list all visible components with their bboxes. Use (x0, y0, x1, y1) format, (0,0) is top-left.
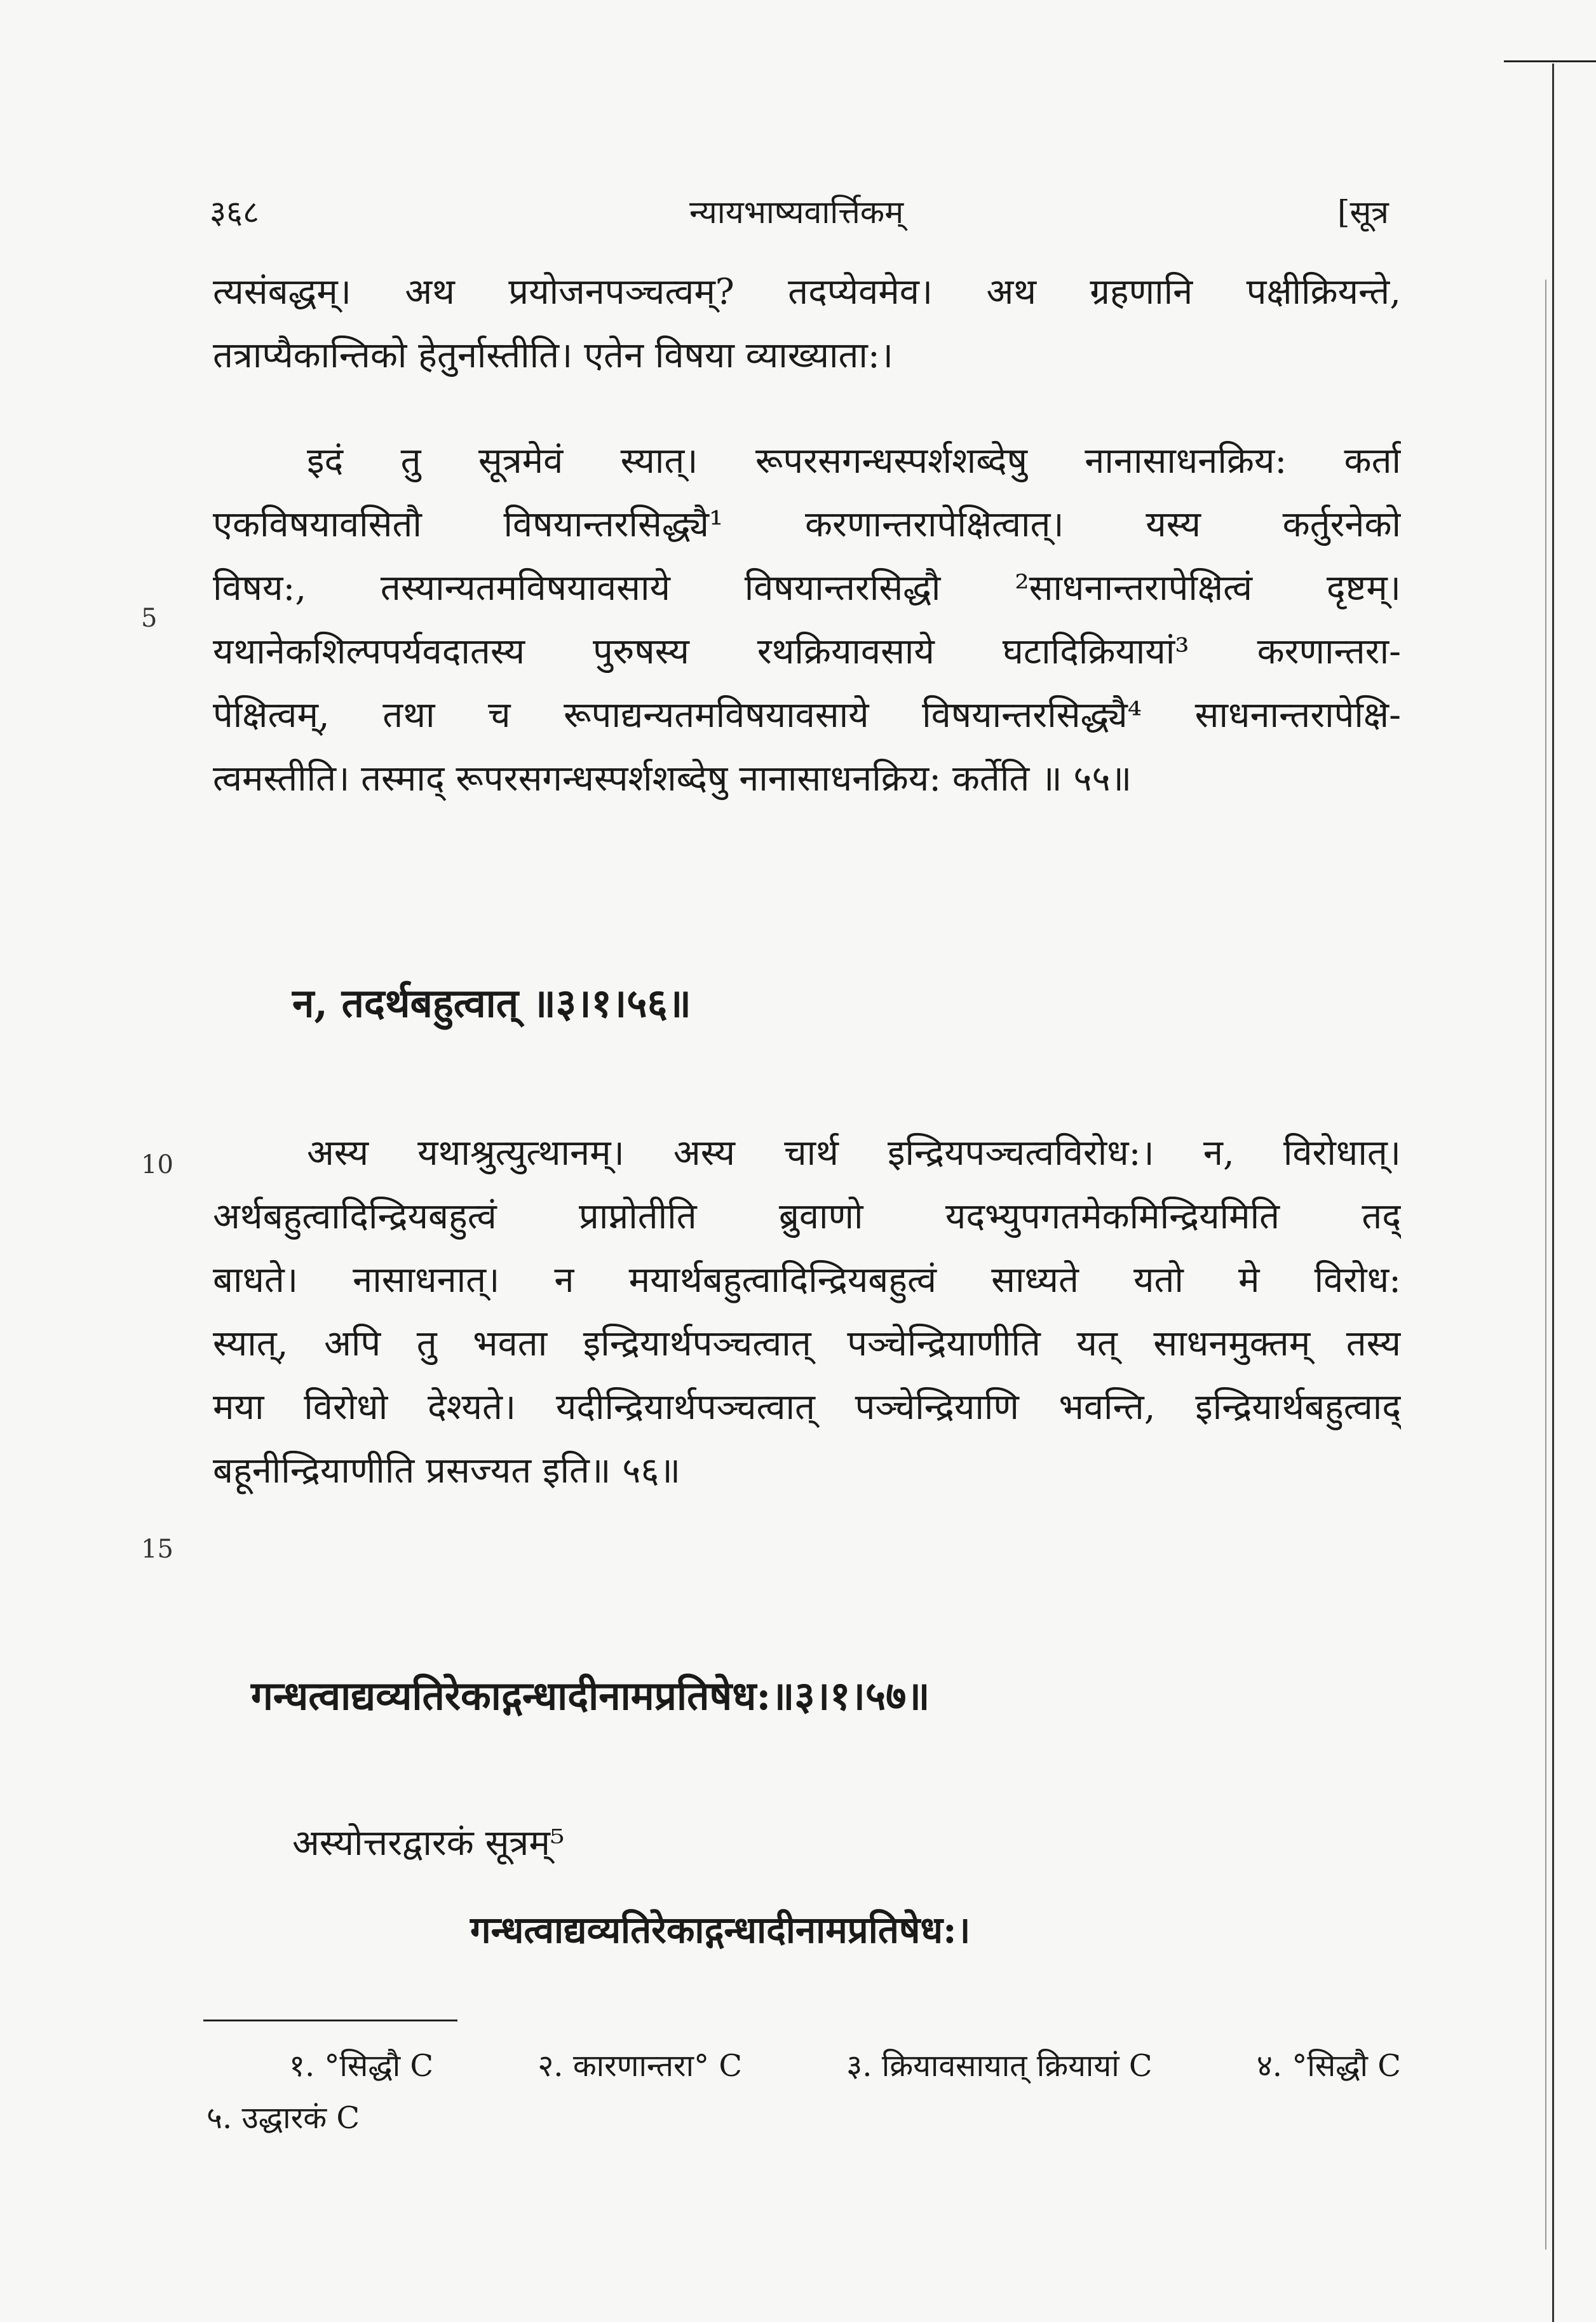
text-line: त्यसंबद्धम्। अथ प्रयोजनपञ्चत्वम्? तदप्येवमेव। अथ ग्रहणानि पक्षीक्रियन्ते, (213, 271, 1401, 313)
line-number: 10 (141, 1150, 173, 1179)
sutra-heading-56: न, तदर्थबहुत्वात् ॥३।१।५६॥ (292, 980, 691, 1026)
text-line: अर्थबहुत्वादिन्द्रियबहुत्वं प्राप्नोतीति ब्रुवाणो यदभ्युपगतमेकमिन्द्रियमिति तद् (213, 1196, 1401, 1237)
text-line: तत्राप्यैकान्तिको हेतुर्नास्तीति। एतेन विषया व्याख्याता:। (213, 335, 894, 376)
paragraph-2 (213, 430, 1401, 811)
sutra-heading-57: गन्धत्वाद्यव्यतिरेकाद्गन्धादीनामप्रतिषेध:॥३।१।५७॥ (251, 1673, 930, 1719)
footnote-1: १. °सिद्धौ C (289, 2048, 434, 2084)
running-title: न्यायभाष्यवार्त्तिकम् (689, 194, 904, 231)
footnote-5: ५. उद्धारकं C (206, 2100, 360, 2136)
binding-edge-line (1552, 64, 1554, 2322)
footnotes (206, 2040, 1401, 2144)
line-number: 5 (141, 604, 158, 633)
binding-edge-rule (1504, 60, 1596, 62)
text-line: इदं तु सूत्रमेवं स्यात्। रूपरसगन्धस्पर्शशब्देषु नानासाधनक्रिय: कर्ता (307, 440, 1401, 482)
text-line: अस्य यथाश्रुत्युत्थानम्। अस्य चार्थ इन्द्रियपञ्चत्वविरोध:। न, विरोधात्। (307, 1132, 1401, 1174)
text-line: बाधते। नासाधनात्। न मयार्थबहुत्वादिन्द्रियबहुत्वं साध्यते यतो मे विरोध: (213, 1259, 1401, 1301)
text-line: मया विरोधो देश्यते। यदीन्द्रियार्थपञ्चत्वात् पञ्चेन्द्रियाणि भवन्ति, इन्द्रियार्थबहुत्वाद् (213, 1387, 1401, 1428)
binding-edge-shadow (1545, 280, 1546, 2250)
paragraph-1 (213, 261, 1401, 388)
paragraph-3 (213, 1122, 1401, 1503)
footnote-3: ३. क्रियावसायात् क्रियायां C (846, 2048, 1153, 2084)
line-number: 15 (141, 1535, 173, 1564)
text-line: पेक्षित्वम्, तथा च रूपाद्यन्यतमविषयावसाये विषयान्तरसिद्ध्यै⁴ साधनान्तरापेक्षि- (213, 695, 1401, 736)
page-number: ३६८ (210, 194, 259, 231)
quoted-sutra: गन्धत्वाद्यव्यतिरेकाद्गन्धादीनामप्रतिषेध:। (470, 1908, 971, 1952)
text-line: त्वमस्तीति। तस्माद् रूपरसगन्धस्पर्शशब्देषु नानासाधनक्रिय: कर्तेति ॥ ५५॥ (213, 758, 1132, 799)
commentary-intro: अस्योत्तरद्वारकं सूत्रम्⁵ (292, 1823, 565, 1864)
footnote-row (206, 2092, 1401, 2144)
text-line: यथानेकशिल्पपर्यवदातस्य पुरुषस्य रथक्रियावसाये घटादिक्रियायां³ करणान्तरा- (213, 631, 1401, 672)
text-line: विषय:, तस्यान्यतमविषयावसाये विषयान्तरसिद्धौ ²साधनान्तरापेक्षित्वं दृष्टम्। (213, 567, 1401, 609)
text-line: एकविषयावसितौ विषयान्तरसिद्ध्यै¹ करणान्तरापेक्षित्वात्। यस्य कर्तुरनेको (213, 504, 1401, 545)
text-line: स्यात्, अपि तु भवता इन्द्रियार्थपञ्चत्वात् पञ्चेन्द्रियाणीति यत् साधनमुक्तम् तस्य (213, 1323, 1401, 1364)
footnote-rule (203, 2020, 457, 2021)
text-line: बहूनीन्द्रियाणीति प्रसज्यत इति॥ ५६॥ (213, 1450, 681, 1491)
footnote-row (206, 2040, 1401, 2092)
footnote-2: २. कारणान्तरा° C (538, 2048, 743, 2084)
footnote-4: ४. °सिद्धौ C (1256, 2048, 1401, 2084)
running-section: [सूत्र (1337, 194, 1389, 231)
